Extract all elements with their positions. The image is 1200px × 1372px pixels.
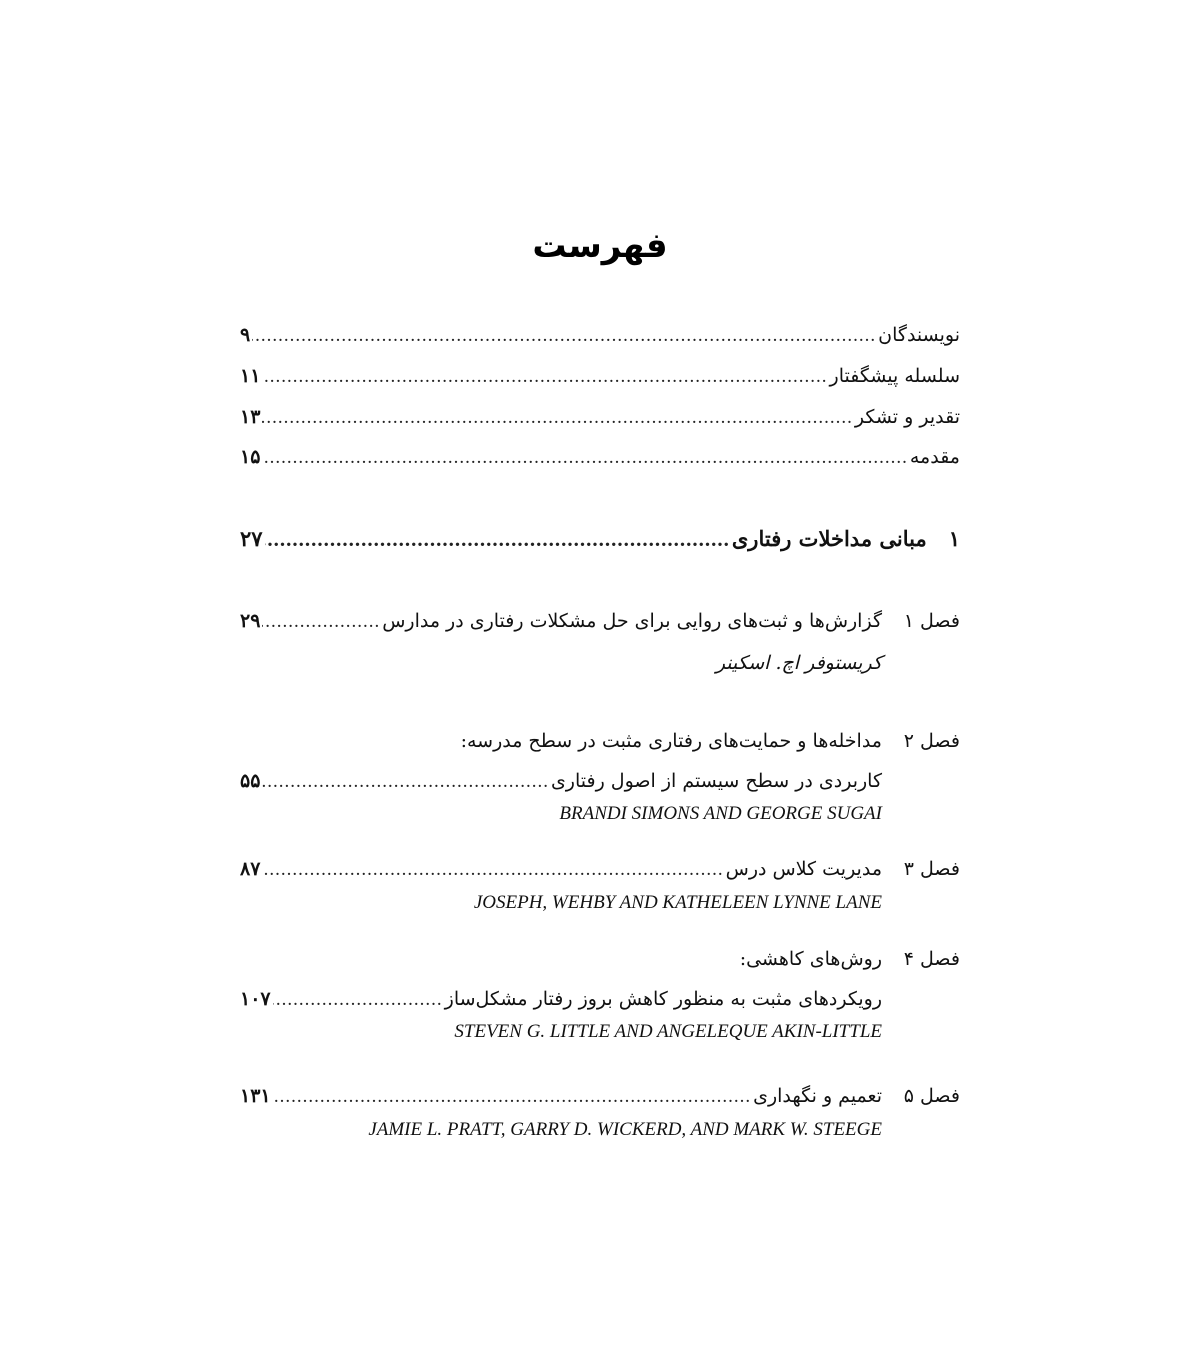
- entry-page-number: ۹: [240, 324, 251, 346]
- chapter-4-author: STEVEN G. LITTLE AND ANGELEQUE AKIN-LITTLE: [454, 1021, 882, 1042]
- leader-dots: [262, 407, 852, 429]
- chapter-1-label: فصل ۱: [903, 610, 960, 632]
- entry-page-number: ۱۵: [240, 446, 261, 468]
- chapter-5-label: فصل ۵: [903, 1085, 960, 1107]
- entry-label: تقدیر و تشکر: [854, 406, 960, 428]
- leader-dots: [262, 859, 723, 881]
- chapter-5-author: JAMIE L. PRATT, GARRY D. WICKERD, AND MARK W. STEEGE: [368, 1119, 882, 1140]
- toc-part-1: [240, 526, 960, 552]
- leader-dots: [265, 527, 730, 552]
- leader-dots: [262, 771, 549, 793]
- chapter-title: کاربردی در سطح سیستم از اصول رفتاری: [550, 770, 882, 792]
- leader-dots: [273, 1086, 751, 1108]
- chapter-page-number: ۱۳۱: [240, 1085, 271, 1107]
- chapter-5-title-row: [240, 1085, 882, 1108]
- part-page-number: ۲۷: [240, 526, 263, 551]
- toc-entry-series-foreword: [240, 365, 960, 388]
- chapter-title: رویکردهای مثبت به منظور کاهش بروز رفتار مشکل‌ساز: [444, 988, 882, 1010]
- page-title: فهرست: [532, 226, 668, 266]
- entry-label: سلسله پیشگفتار: [829, 365, 960, 387]
- chapter-4-title-line-1: روش‌های کاهشی:: [739, 948, 882, 970]
- leader-dots: [252, 325, 876, 347]
- toc-entry-introduction: [240, 446, 960, 469]
- chapter-page-number: ۱۰۷: [240, 988, 271, 1010]
- chapter-title: مدیریت کلاس درس: [725, 858, 882, 880]
- chapter-4-title-row: [240, 988, 882, 1011]
- chapter-title: تعمیم و نگهداری: [753, 1085, 882, 1107]
- chapter-title: گزارش‌ها و ثبت‌های روایی برای حل مشکلات رفتاری در مدارس: [382, 610, 882, 632]
- chapter-3-label: فصل ۳: [903, 858, 960, 880]
- chapter-page-number: ۵۵: [240, 770, 261, 792]
- leader-dots: [273, 989, 443, 1011]
- toc-entry-authors: [240, 324, 960, 347]
- chapter-1-author: کریستوفر اچ. اسکینر: [715, 652, 882, 674]
- leader-dots: [262, 366, 827, 388]
- part-number: ۱: [948, 526, 960, 551]
- leader-dots: [262, 447, 907, 469]
- chapter-2-author: BRANDI SIMONS AND GEORGE SUGAI: [559, 803, 882, 824]
- entry-label: نویسندگان: [878, 324, 960, 346]
- part-title: مبانی مداخلات رفتاری: [731, 526, 927, 551]
- entry-page-number: ۱۳: [240, 406, 261, 428]
- chapter-3-title-row: [240, 858, 882, 881]
- chapter-4-label: فصل ۴: [903, 948, 960, 970]
- entry-label: مقدمه: [909, 446, 960, 468]
- chapter-page-number: ۸۷: [240, 858, 261, 880]
- toc-entry-acknowledgments: [240, 406, 960, 429]
- chapter-3-author: JOSEPH, WEHBY AND KATHELEEN LYNNE LANE: [473, 892, 882, 913]
- chapter-1-title-row: [240, 610, 882, 633]
- entry-page-number: ۱۱: [240, 365, 261, 387]
- leader-dots: [262, 611, 380, 633]
- chapter-2-label: فصل ۲: [903, 730, 960, 752]
- chapter-2-title-line-1: مداخله‌ها و حمایت‌های رفتاری مثبت در سطح مدرسه:: [460, 730, 882, 752]
- chapter-page-number: ۲۹: [240, 610, 261, 632]
- chapter-2-title-row: [240, 770, 882, 793]
